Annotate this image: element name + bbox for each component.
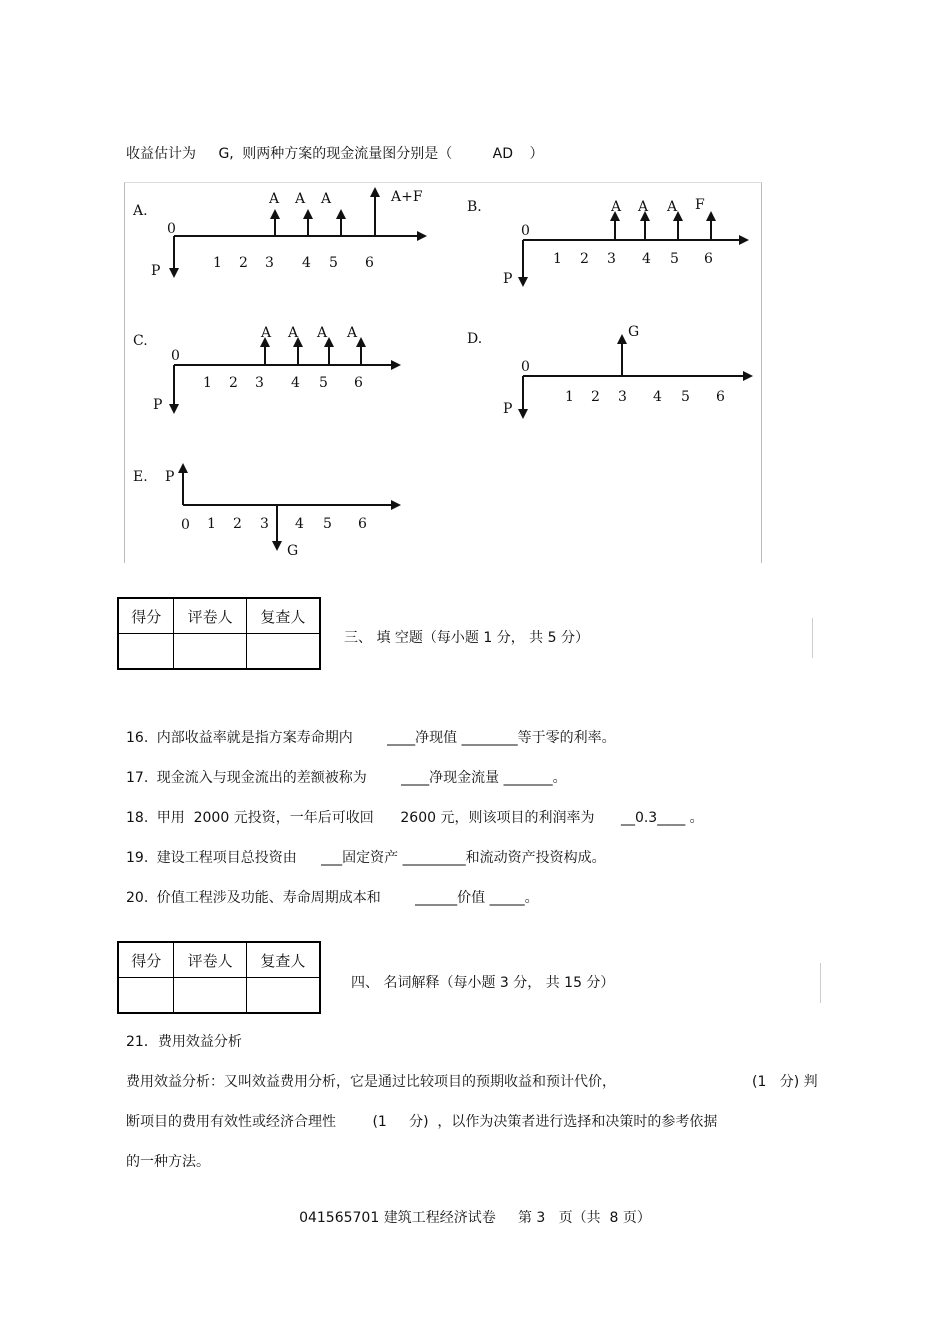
zero-d: 0	[521, 359, 530, 375]
tick-d-2: 2	[591, 389, 600, 405]
tick-c-2: 2	[229, 375, 238, 391]
arrow-label-c-4: A	[347, 325, 358, 341]
blank-post: ____	[657, 810, 686, 826]
item-text-after: 和流动资产投资构成。	[465, 850, 606, 866]
item-answer: 0.3	[634, 810, 658, 826]
label-d: D.	[467, 331, 483, 347]
q21-line-3: 的一种方法。	[126, 1154, 210, 1170]
label-a: A.	[133, 203, 148, 219]
zero-a: 0	[167, 221, 176, 237]
label-b: B.	[467, 199, 482, 215]
tick-d-5: 5	[681, 389, 690, 405]
intro-text-a: 收益估计为	[126, 146, 196, 162]
arrow-label-a-4: A+F	[391, 189, 423, 205]
score-header-score: 得分	[118, 942, 174, 978]
p-label-a: P	[151, 263, 161, 279]
blank-pre: ______	[415, 890, 458, 906]
score-header-reviewer: 复查人	[246, 942, 320, 978]
intro-text-c: 则两种方案的现金流量图分别是（	[242, 146, 453, 162]
score-header-grader: 评卷人	[174, 598, 246, 634]
arrow-label-b-3: A	[667, 199, 678, 215]
blank-post: _____	[489, 890, 525, 906]
q21-line-1-text: 费用效益分析：又叫效益费用分析，它是通过比较项目的预期收益和预计代价，	[126, 1074, 616, 1090]
item-answer: 净现值	[415, 730, 458, 746]
diagram-b	[467, 197, 747, 287]
item-text: 价值工程涉及功能、寿命周期成本和	[156, 890, 381, 906]
blank-pre: ___	[321, 850, 343, 866]
blank-post: _________	[402, 850, 466, 866]
tick-b-4: 4	[642, 251, 651, 267]
p-label-e: P	[165, 469, 175, 485]
score-table-2	[117, 941, 321, 1014]
fill-item-19	[126, 847, 606, 867]
tick-c-6: 6	[354, 375, 363, 391]
item-text-after: 。	[524, 890, 539, 906]
item-text: 内部收益率就是指方案寿命期内	[156, 730, 353, 746]
diagram-c	[133, 325, 399, 413]
fill-item-18	[126, 807, 704, 827]
intro-line	[126, 143, 543, 163]
item-text-after: 。	[689, 810, 704, 826]
item-text: 现金流入与现金流出的差额被称为	[156, 770, 367, 786]
tick-a-3: 3	[265, 255, 274, 271]
tick-e-5: 5	[323, 516, 332, 532]
item-answer: 价值	[457, 890, 486, 906]
blank-pre: ____	[401, 770, 430, 786]
arrow-label-a-1: A	[269, 191, 280, 207]
tick-a-5: 5	[329, 255, 338, 271]
item-text: 建设工程项目总投资由	[156, 850, 297, 866]
reviewer-cell[interactable]	[246, 978, 320, 1014]
arrow-label-a-3: A	[321, 191, 332, 207]
zero-c: 0	[171, 348, 180, 364]
tick-e-6: 6	[358, 516, 367, 532]
label-c: C.	[133, 333, 148, 349]
item-number: 17.	[126, 770, 149, 786]
p-label-b: P	[503, 271, 513, 287]
score-header-grader: 评卷人	[174, 942, 246, 978]
intro-text-b: G,	[218, 146, 234, 162]
q21-line-2	[126, 1111, 717, 1131]
item-text-after: 。	[552, 770, 567, 786]
q21-title: 21．费用效益分析	[126, 1034, 242, 1050]
p-label-c: P	[153, 397, 163, 413]
tick-c-5: 5	[319, 375, 328, 391]
grader-cell[interactable]	[174, 978, 246, 1014]
diagram-a	[132, 189, 425, 279]
q21-line-2-score: (1 分) ，以作为决策者进行选择和决策时的参考依据	[372, 1114, 718, 1130]
intro-text-d: ）	[529, 146, 544, 162]
blank-pre: ____	[387, 730, 416, 746]
arrow-label-a-2: A	[295, 191, 306, 207]
zero-b: 0	[521, 223, 530, 239]
intro-answer: AD	[492, 146, 514, 162]
tick-a-1: 1	[213, 255, 222, 271]
item-text: 甲用 2000 元投资，一年后可收回 2600 元，则该项目的利润率为	[156, 810, 595, 826]
item-number: 16.	[126, 730, 149, 746]
tick-e-1: 1	[207, 516, 216, 532]
tick-c-4: 4	[291, 375, 300, 391]
fill-item-16	[126, 727, 616, 747]
tick-e-3: 3	[260, 516, 269, 532]
score-cell[interactable]	[118, 978, 174, 1014]
tick-a-6: 6	[365, 255, 374, 271]
arrow-label-c-3: A	[317, 325, 328, 341]
q21-line-2-text: 断项目的费用有效性或经济合理性	[126, 1114, 336, 1130]
blank-pre: __	[620, 810, 635, 826]
arrow-label-b-1: A	[611, 199, 622, 215]
item-answer: 净现金流量	[429, 770, 500, 786]
tick-b-3: 3	[607, 251, 616, 267]
tick-d-4: 4	[653, 389, 662, 405]
diagram-e	[133, 465, 399, 559]
q21-line-1	[126, 1071, 818, 1091]
item-number: 20.	[126, 890, 149, 906]
item-answer: 固定资产	[342, 850, 399, 866]
score-table-1	[117, 597, 321, 670]
tick-d-6: 6	[716, 389, 725, 405]
blank-post: _______	[503, 770, 553, 786]
diagram-d	[467, 324, 751, 417]
score-header-reviewer: 复查人	[246, 598, 320, 634]
section-4-title: 四、 名词解释（每小题 3 分， 共 15 分）	[351, 963, 821, 1003]
grader-cell[interactable]	[174, 634, 246, 670]
tick-e-2: 2	[233, 516, 242, 532]
item-text-after: 等于零的利率。	[517, 730, 616, 746]
p-label-d: P	[503, 401, 513, 417]
cash-flow-diagrams	[124, 182, 762, 563]
tick-b-2: 2	[580, 251, 589, 267]
tick-c-3: 3	[255, 375, 264, 391]
cash-flow-svg	[125, 183, 761, 563]
tick-e-4: 4	[295, 516, 304, 532]
arrow-label-b-4: F	[695, 197, 705, 213]
arrow-label-b-2: A	[638, 199, 649, 215]
blank-post: ________	[461, 730, 518, 746]
arrow-label-c-2: A	[288, 325, 299, 341]
page-footer: 041565701 建筑工程经济试卷 第 3 页（共 8 页）	[299, 1210, 651, 1226]
arrow-label-c-1: A	[261, 325, 272, 341]
zero-e: 0	[181, 517, 190, 533]
tick-b-1: 1	[553, 251, 562, 267]
tick-c-1: 1	[203, 375, 212, 391]
tick-d-3: 3	[618, 389, 627, 405]
arrow-label-d-1: G	[628, 324, 640, 340]
score-header-score: 得分	[118, 598, 174, 634]
item-number: 18.	[126, 810, 149, 826]
q21-line-1-score: (1 分) 判	[752, 1074, 818, 1090]
fill-item-17	[126, 767, 567, 787]
tick-b-5: 5	[670, 251, 679, 267]
item-number: 19.	[126, 850, 149, 866]
section-3-title: 三、 填 空题（每小题 1 分， 共 5 分）	[344, 618, 813, 658]
score-cell[interactable]	[118, 634, 174, 670]
tick-d-1: 1	[565, 389, 574, 405]
tick-a-4: 4	[302, 255, 311, 271]
fill-item-20	[126, 887, 539, 907]
tick-b-6: 6	[704, 251, 713, 267]
tick-a-2: 2	[239, 255, 248, 271]
label-e: E.	[133, 469, 148, 485]
g-label-e: G	[287, 543, 299, 559]
reviewer-cell[interactable]	[246, 634, 320, 670]
